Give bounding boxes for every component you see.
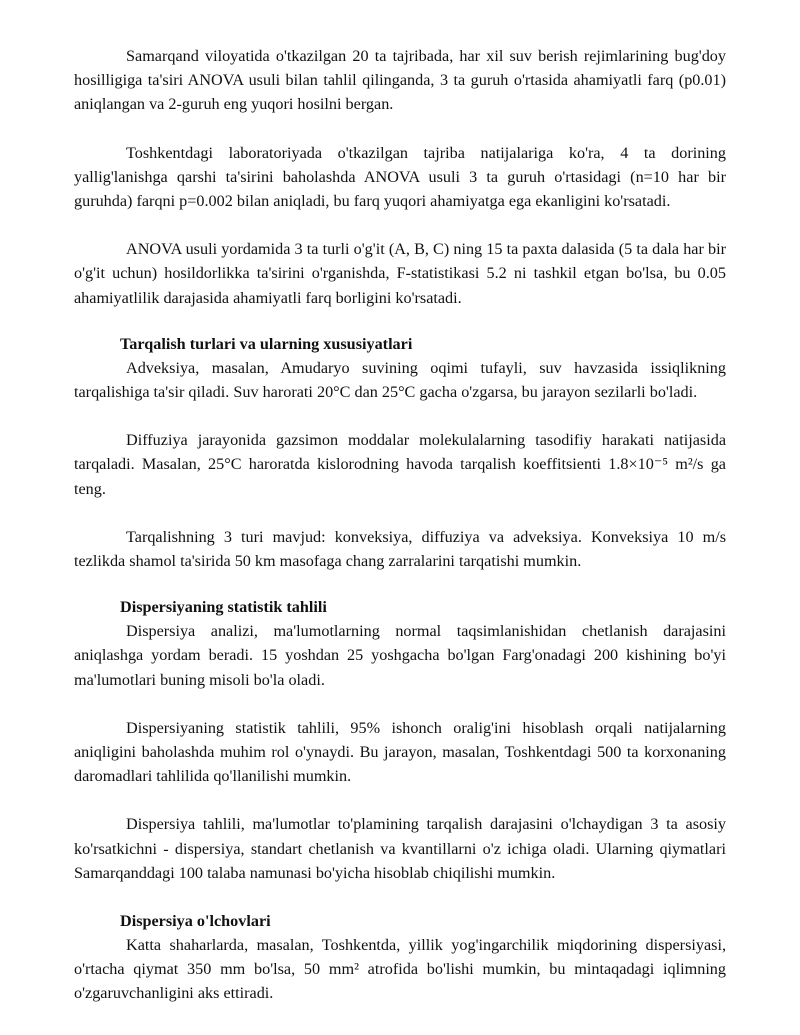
- paragraph-anova-paxta: ANOVA usuli yordamida 3 ta turli o'g'it (A, B, C) ning 15 ta paxta dalasida (5 ta dala har bir o'g'it uchun) hosildorlikka ta'sirini o'rganishda, F-statistikasi 5.2 ni tashkil etgan bo'lsa, bu 0.05 ahamiyatlilik darajasida ahamiyatli farq borligini ko'rsatadi.: [74, 240, 726, 307]
- paragraph-dispersiya-analizi: Dispersiya analizi, ma'lumotlarning normal taqsimlanishidan chetlanish darajasini aniqlashga yordam beradi. 15 yoshdan 25 yoshgacha bo'lgan Farg'onadagi 200 kishining bo'yi ma'lumotlari buning misoli bo'la oladi.: [74, 622, 726, 689]
- document-page: [74, 44, 726, 1006]
- paragraph-yogingarchilik: Katta shaharlarda, masalan, Toshkentda, yillik yog'ingarchilik miqdorining dispersiyasi, o'rtacha qiymat 350 mm bo'lsa, 50 mm² atrofida bo'lishi mumkin, bu mintaqadagi iqlimning o'zgaruvchanligini aks ettiradi.: [74, 936, 726, 1003]
- paragraph-diffuziya: Diffuziya jarayonida gazsimon moddalar molekulalarning tasodifiy harakati natijasida tarqaladi. Masalan, 25°C haroratda kislorodning havoda tarqalish koeffitsienti 1.8×10⁻⁵ m²/s ga teng.: [74, 431, 726, 498]
- section-heading-dispersiya-tahlili: Dispersiyaning statistik tahlili: [120, 598, 327, 617]
- paragraph-korsatkichlar: Dispersiya tahlili, ma'lumotlar to'plamining tarqalish darajasini o'lchaydigan 3 ta asosiy ko'rsatkichni - dispersiya, standart chetlanish va kvantillarni o'z ichiga oladi. Ularning qiymatlari Samarqanddagi 100 talaba namunasi bo'yicha hisoblab chiqilishi mumkin.: [74, 815, 726, 882]
- paragraph-ishonch-oraligi: Dispersiyaning statistik tahlili, 95% ishonch oralig'ini hisoblash orqali natijalarning aniqligini baholashda muhim rol o'ynaydi. Bu jarayon, masalan, Toshkentdagi 500 ta korxonaning daromadlari tahlilida qo'llanilishi mumkin.: [74, 718, 726, 786]
- paragraph-anova-samarqand: Samarqand viloyatida o'tkazilgan 20 ta tajribada, har xil suv berish rejimlarining bug'doy hosilligiga ta'siri ANOVA usuli bilan tahlil qilinganda, 3 ta guruh o'rtasida ahamiyatli farq (p0.01) aniqlangan va 2-guruh eng yuqori hosilni bergan.: [74, 47, 726, 114]
- section-heading-tarqalish: Tarqalish turlari va ularning xususiyatlari: [120, 334, 413, 353]
- paragraph-adveksiya: Adveksiya, masalan, Amudaryo suvining oqimi tufayli, suv havzasida issiqlikning tarqalishiga ta'sir qiladi. Suv harorati 20°C dan 25°C gacha o'zgarsa, bu jarayon sezilarli bo'ladi.: [74, 358, 726, 402]
- paragraph-tarqalish-turlari: Tarqalishning 3 turi mavjud: konveksiya, diffuziya va adveksiya. Konveksiya 10 m/s tezlikda shamol ta'sirida 50 km masofaga chang zarralarini tarqatishi mumkin.: [74, 527, 726, 571]
- paragraph-anova-toshkent: Toshkentdagi laboratoriyada o'tkazilgan tajriba natijalariga ko'ra, 4 ta dorining yallig'lanishga qarshi ta'sirini baholashda ANOVA usuli 3 ta guruh o'rtasidagi (n=10 har bir guruhda) farqni p=0.002 bilan aniqladi, bu farq yuqori ahamiyatga ega ekanligini ko'rsatadi.: [74, 143, 726, 211]
- section-heading-dispersiya-olchovlari: Dispersiya o'lchovlari: [120, 912, 271, 931]
